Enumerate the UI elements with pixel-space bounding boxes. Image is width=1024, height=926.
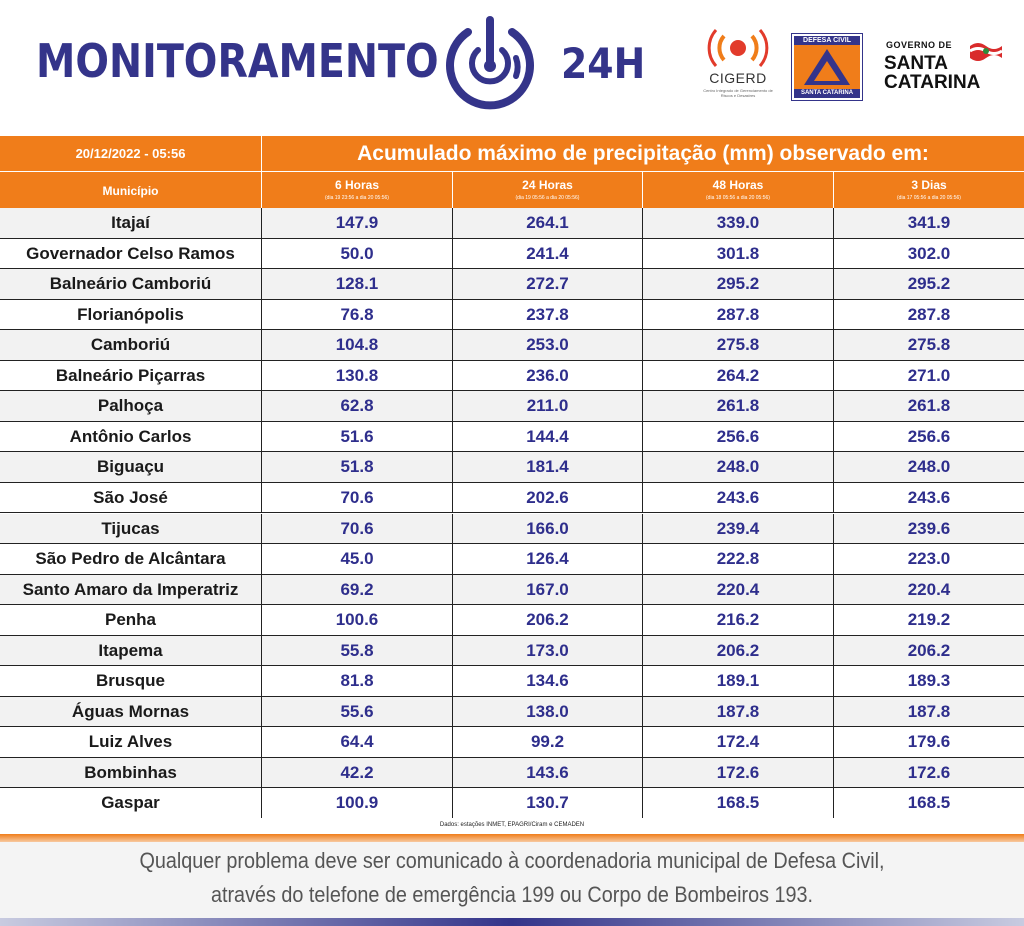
precipitation-value-cell: 64.4 bbox=[262, 727, 453, 757]
municipio-cell: Biguaçu bbox=[0, 452, 262, 482]
table-row bbox=[0, 788, 1024, 819]
precipitation-value-cell: 206.2 bbox=[907, 640, 951, 660]
column-header-period: (dia 19 23:56 a dia 20 05:56) bbox=[325, 195, 389, 201]
precipitation-value-cell: 126.4 bbox=[453, 544, 643, 574]
governo-logo bbox=[880, 40, 1006, 96]
municipio-cell: Águas Mornas bbox=[0, 697, 262, 727]
precipitation-value-cell: 189.1 bbox=[643, 666, 834, 696]
municipio-cell: São Pedro de Alcântara bbox=[0, 544, 262, 574]
precipitation-value-cell: 172.4 bbox=[643, 727, 834, 757]
table-row bbox=[0, 575, 1024, 606]
precipitation-value-cell: 256.6 bbox=[907, 426, 951, 446]
table-row bbox=[0, 330, 1024, 361]
signal-waves-icon bbox=[700, 28, 776, 72]
municipio-cell: Tijucas bbox=[0, 514, 262, 544]
precipitation-value-cell: 181.4 bbox=[453, 452, 643, 482]
municipio-cell: São José bbox=[0, 483, 262, 513]
table-row bbox=[0, 269, 1024, 300]
table-row bbox=[0, 208, 1024, 239]
precipitation-value-cell: 179.6 bbox=[907, 732, 951, 752]
precipitation-value-cell: 70.6 bbox=[262, 483, 453, 513]
column-header-label: 3 Dias bbox=[911, 178, 947, 192]
table-title-row bbox=[0, 136, 1024, 171]
municipio-cell: Bombinhas bbox=[0, 758, 262, 788]
precipitation-value-cell: 55.6 bbox=[262, 697, 453, 727]
municipio-cell: Florianópolis bbox=[0, 300, 262, 330]
table-row bbox=[0, 452, 1024, 483]
precipitation-value-cell: 202.6 bbox=[453, 483, 643, 513]
column-header-period: (dia 18 05:56 a dia 20 05:56) bbox=[706, 195, 770, 201]
table-row bbox=[0, 391, 1024, 422]
column-header-6h bbox=[262, 172, 453, 209]
precipitation-value-cell: 143.6 bbox=[453, 758, 643, 788]
header bbox=[0, 0, 1024, 136]
precipitation-value-cell: 173.0 bbox=[453, 636, 643, 666]
precipitation-value-cell: 237.8 bbox=[453, 300, 643, 330]
precipitation-value-cell: 222.8 bbox=[643, 544, 834, 574]
table-row bbox=[0, 544, 1024, 575]
column-header-municipio bbox=[0, 172, 262, 209]
column-header-3d bbox=[834, 172, 1024, 209]
precipitation-value-cell: 189.3 bbox=[907, 671, 951, 691]
precipitation-value-cell: 147.9 bbox=[262, 208, 453, 238]
table-row bbox=[0, 727, 1024, 758]
brand-title: MONITORAMENTO bbox=[36, 34, 439, 88]
table-row bbox=[0, 361, 1024, 392]
precipitation-value-cell: 81.8 bbox=[262, 666, 453, 696]
precipitation-value-cell: 253.0 bbox=[453, 330, 643, 360]
table-row bbox=[0, 758, 1024, 789]
column-header-label: 6 Horas bbox=[334, 178, 380, 192]
precipitation-value-cell: 130.8 bbox=[262, 361, 453, 391]
precipitation-value-cell: 51.8 bbox=[262, 452, 453, 482]
precipitation-value-cell: 287.8 bbox=[907, 304, 951, 324]
cigerd-subtitle: Centro Integrado de Gerenciamento de Riscos e Desastres bbox=[703, 88, 773, 98]
table-header-row bbox=[0, 171, 1024, 208]
precipitation-value-cell: 219.2 bbox=[907, 610, 951, 630]
municipio-cell: Gaspar bbox=[0, 788, 262, 818]
precipitation-value-cell: 166.0 bbox=[453, 514, 643, 544]
precipitation-value-cell: 341.9 bbox=[907, 213, 951, 232]
precipitation-value-cell: 295.2 bbox=[907, 274, 951, 294]
defesa-civil-top: DEFESA CIVIL bbox=[794, 36, 860, 45]
precipitation-value-cell: 70.6 bbox=[262, 514, 453, 544]
cigerd-logo bbox=[700, 28, 776, 102]
column-header-label: Município bbox=[102, 184, 159, 198]
precipitation-value-cell: 243.6 bbox=[643, 483, 834, 513]
precipitation-value-cell: 275.8 bbox=[907, 335, 951, 355]
brand-suffix: 24H bbox=[561, 39, 646, 88]
table-row bbox=[0, 300, 1024, 331]
precipitation-value-cell: 295.2 bbox=[643, 269, 834, 299]
precipitation-value-cell: 138.0 bbox=[453, 697, 643, 727]
precipitation-value-cell: 264.1 bbox=[453, 208, 643, 238]
precipitation-value-cell: 241.4 bbox=[453, 239, 643, 269]
orange-divider bbox=[0, 834, 1024, 842]
precipitation-value-cell: 261.8 bbox=[907, 396, 951, 416]
precipitation-value-cell: 275.8 bbox=[643, 330, 834, 360]
table-row bbox=[0, 239, 1024, 270]
cigerd-name: CIGERD bbox=[709, 70, 767, 86]
precipitation-value-cell: 339.0 bbox=[643, 208, 834, 238]
precipitation-value-cell: 236.0 bbox=[453, 361, 643, 391]
precipitation-value-cell: 271.0 bbox=[907, 365, 951, 385]
precipitation-value-cell: 168.5 bbox=[907, 793, 951, 813]
precipitation-value-cell: 144.4 bbox=[453, 422, 643, 452]
precipitation-value-cell: 261.8 bbox=[643, 391, 834, 421]
precipitation-value-cell: 220.4 bbox=[907, 579, 951, 599]
precipitation-value-cell: 100.6 bbox=[262, 605, 453, 635]
precipitation-value-cell: 287.8 bbox=[643, 300, 834, 330]
table-row bbox=[0, 605, 1024, 636]
power-signal-icon bbox=[438, 10, 542, 114]
precipitation-value-cell: 220.4 bbox=[643, 575, 834, 605]
precipitation-value-cell: 51.6 bbox=[262, 422, 453, 452]
triangle-emblem-icon bbox=[802, 47, 852, 87]
precipitation-value-cell: 55.8 bbox=[262, 636, 453, 666]
precipitation-value-cell: 50.0 bbox=[262, 239, 453, 269]
precipitation-value-cell: 248.0 bbox=[907, 457, 951, 477]
precipitation-value-cell: 206.2 bbox=[643, 636, 834, 666]
precipitation-value-cell: 128.1 bbox=[262, 269, 453, 299]
municipio-cell: Balneário Camboriú bbox=[0, 269, 262, 299]
column-header-24h bbox=[453, 172, 643, 209]
precipitation-value-cell: 187.8 bbox=[907, 701, 951, 721]
precipitation-value-cell: 134.6 bbox=[453, 666, 643, 696]
table-row bbox=[0, 422, 1024, 453]
table-row bbox=[0, 666, 1024, 697]
municipio-cell: Balneário Piçarras bbox=[0, 361, 262, 391]
precipitation-value-cell: 302.0 bbox=[907, 243, 951, 263]
precipitation-value-cell: 62.8 bbox=[262, 391, 453, 421]
precipitation-value-cell: 272.7 bbox=[453, 269, 643, 299]
municipio-cell: Luiz Alves bbox=[0, 727, 262, 757]
footer bbox=[0, 842, 1024, 918]
governo-line2: CATARINA bbox=[884, 72, 981, 93]
municipio-cell: Palhoça bbox=[0, 391, 262, 421]
precipitation-value-cell: 239.4 bbox=[643, 514, 834, 544]
precipitation-value-cell: 76.8 bbox=[262, 300, 453, 330]
table-title: Acumulado máximo de precipitação (mm) observado em: bbox=[357, 142, 929, 165]
column-header-48h bbox=[643, 172, 834, 209]
municipio-cell: Penha bbox=[0, 605, 262, 635]
municipio-cell: Brusque bbox=[0, 666, 262, 696]
precipitation-value-cell: 104.8 bbox=[262, 330, 453, 360]
defesa-civil-bottom: SANTA CATARINA bbox=[794, 89, 860, 98]
precipitation-value-cell: 42.2 bbox=[262, 758, 453, 788]
municipio-cell: Itajaí bbox=[0, 208, 262, 238]
precipitation-value-cell: 100.9 bbox=[262, 788, 453, 818]
column-header-label: 24 Horas bbox=[522, 178, 573, 192]
municipio-cell: Camboriú bbox=[0, 330, 262, 360]
precipitation-value-cell: 69.2 bbox=[262, 575, 453, 605]
table-row bbox=[0, 697, 1024, 728]
precipitation-value-cell: 239.6 bbox=[907, 518, 951, 538]
column-header-label: 48 Horas bbox=[712, 178, 764, 192]
municipio-cell: Santo Amaro da Imperatriz bbox=[0, 575, 262, 605]
precipitation-value-cell: 223.0 bbox=[907, 549, 951, 569]
column-header-period: (dia 17 05:56 a dia 20 05:56) bbox=[897, 195, 961, 201]
governo-small-label: GOVERNO DE bbox=[886, 40, 953, 50]
precipitation-value-cell: 211.0 bbox=[453, 391, 643, 421]
precipitation-value-cell: 206.2 bbox=[453, 605, 643, 635]
municipio-cell: Governador Celso Ramos bbox=[0, 239, 262, 269]
precipitation-value-cell: 130.7 bbox=[453, 788, 643, 818]
precipitation-value-cell: 167.0 bbox=[453, 575, 643, 605]
precipitation-value-cell: 172.6 bbox=[907, 762, 951, 782]
blue-divider bbox=[0, 918, 1024, 926]
precipitation-value-cell: 256.6 bbox=[643, 422, 834, 452]
precipitation-value-cell: 187.8 bbox=[643, 697, 834, 727]
defesa-civil-logo bbox=[792, 34, 862, 100]
precipitation-value-cell: 248.0 bbox=[643, 452, 834, 482]
precipitation-value-cell: 216.2 bbox=[643, 605, 834, 635]
table-row bbox=[0, 514, 1024, 545]
table-row bbox=[0, 483, 1024, 514]
column-header-period: (dia 19 05:56 a dia 20 05:56) bbox=[515, 195, 580, 201]
precipitation-value-cell: 99.2 bbox=[453, 727, 643, 757]
footer-line-1: Qualquer problema deve ser comunicado à coordenadoria municipal de Defesa Civil, bbox=[139, 848, 885, 873]
flag-icon bbox=[968, 40, 1004, 62]
governo-line1: SANTA bbox=[884, 53, 949, 74]
table-row bbox=[0, 636, 1024, 667]
municipio-cell: Itapema bbox=[0, 636, 262, 666]
precipitation-value-cell: 168.5 bbox=[643, 788, 834, 818]
precipitation-value-cell: 172.6 bbox=[643, 758, 834, 788]
precipitation-value-cell: 45.0 bbox=[262, 544, 453, 574]
data-source-note: Dados: estações INMET, EPAGRI/Ciram e CEMADEN bbox=[0, 818, 1024, 833]
precipitation-value-cell: 301.8 bbox=[643, 239, 834, 269]
precipitation-value-cell: 243.6 bbox=[907, 487, 951, 507]
footer-line-2: através do telefone de emergência 199 ou Corpo de Bombeiros 193. bbox=[210, 882, 814, 907]
table-date: 20/12/2022 - 05:56 bbox=[0, 136, 262, 171]
municipio-cell: Antônio Carlos bbox=[0, 422, 262, 452]
precipitation-value-cell: 264.2 bbox=[643, 361, 834, 391]
